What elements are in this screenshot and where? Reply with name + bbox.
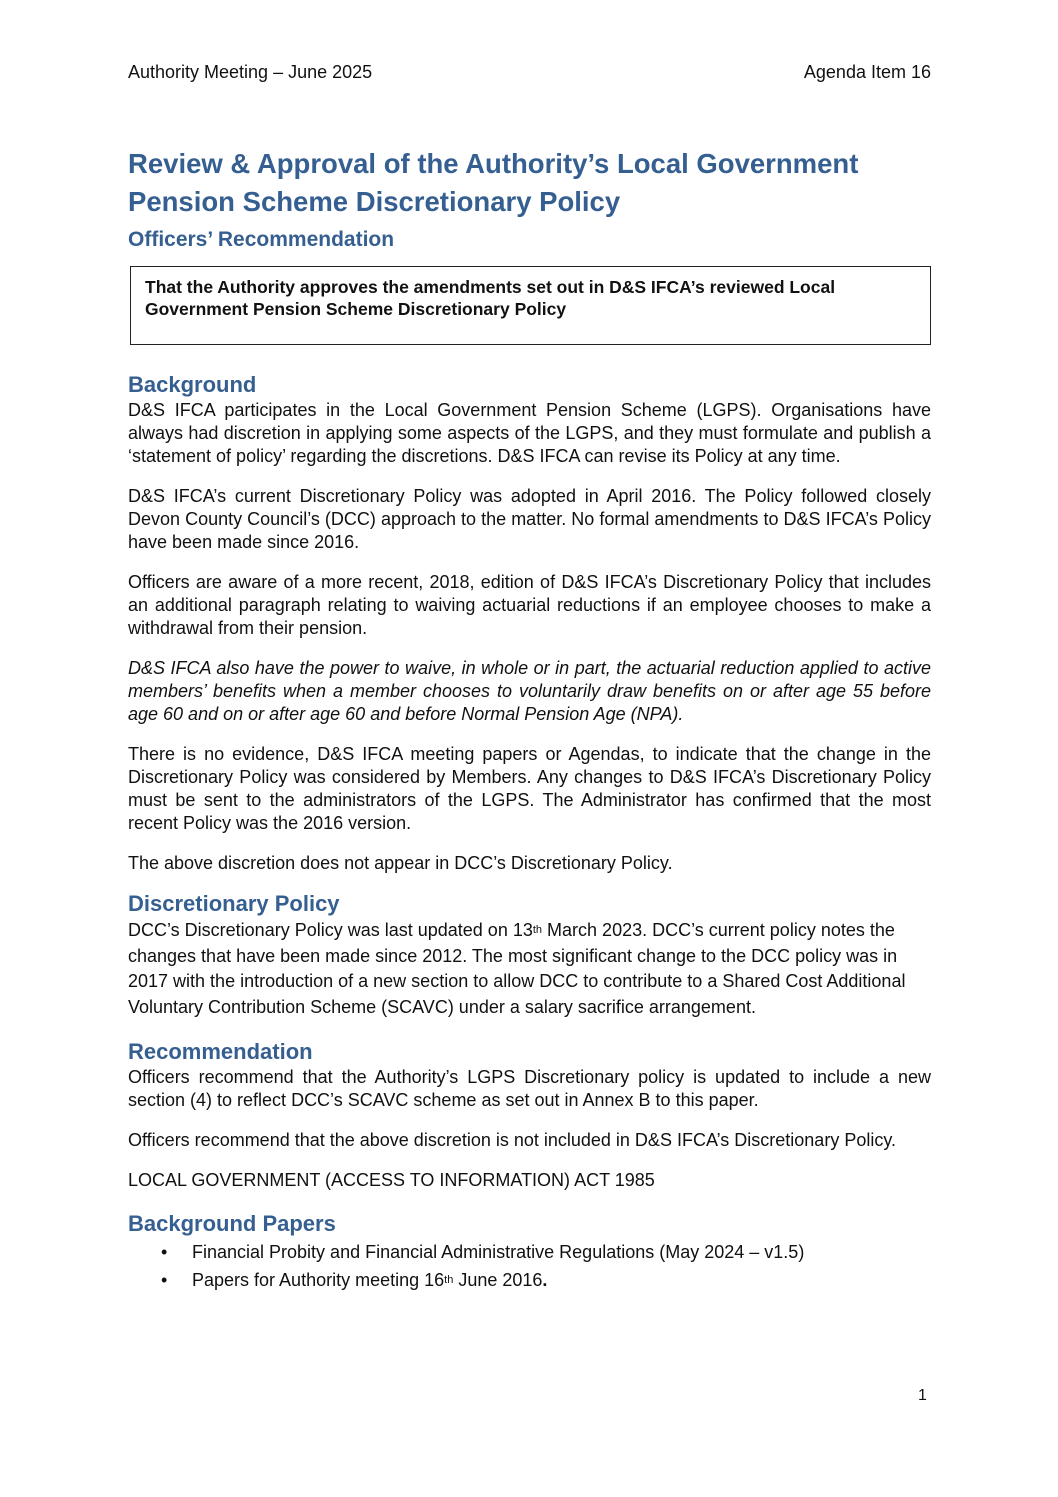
background-paragraph-1: D&S IFCA participates in the Local Government Pension Scheme (LGPS). Organisations have always had discretion in applying some aspects of the LGPS, and they must formulate and publish a ‘statement of policy’ regarding the discretions. D&S IFCA can revise its Policy at any time.: [128, 400, 931, 466]
document-title: Review & Approval of the Authority’s Local Government Pension Scheme Discretionary Policy: [128, 148, 859, 217]
discretionary-policy-heading: Discretionary Policy: [128, 891, 340, 916]
recommendation-box: That the Authority approves the amendments set out in D&S IFCA’s reviewed Local Government Pension Scheme Discretionary Policy: [130, 266, 931, 345]
background-paragraph-6: The above discretion does not appear in DCC’s Discretionary Policy.: [128, 853, 673, 873]
recommendation-heading: Recommendation: [128, 1039, 313, 1064]
list-item: [128, 1238, 931, 1266]
bullet-icon: •: [161, 1270, 168, 1290]
access-to-information-act: LOCAL GOVERNMENT (ACCESS TO INFORMATION) ACT 1985: [128, 1170, 655, 1190]
recommendation-paragraph-1: Officers recommend that the Authority’s LGPS Discretionary policy is updated to include a new section (4) to reflect DCC’s SCAVC scheme as set out in Annex B to this paper.: [128, 1067, 931, 1110]
bullet-icon: •: [161, 1242, 168, 1262]
background-paragraph-3: Officers are aware of a more recent, 2018, edition of D&S IFCA’s Discretionary Policy that includes an additional paragraph relating to waiving actuarial reductions if an employee chooses to make a withdrawal from their pension.: [128, 572, 931, 638]
background-paragraph-5: There is no evidence, D&S IFCA meeting papers or Agendas, to indicate that the change in the Discretionary Policy was considered by Members. Any changes to D&S IFCA’s Discretionary Policy must be sent to the administrators of the LGPS. The Administrator has confirmed that the most recent Policy was the 2016 version.: [128, 744, 931, 833]
header-meeting: Authority Meeting – June 2025: [128, 62, 373, 82]
background-papers-heading: Background Papers: [128, 1211, 336, 1236]
document-body: [128, 145, 931, 1294]
background-paragraph-2: D&S IFCA’s current Discretionary Policy was adopted in April 2016. The Policy followed closely Devon County Council’s (DCC) approach to the matter. No formal amendments to D&S IFCA’s Policy have been made since 2016.: [128, 486, 931, 552]
background-quoted-discretion: D&S IFCA also have the power to waive, in whole or in part, the actuarial reduction applied to active members’ benefits when a member chooses to voluntarily draw benefits on or after age 55 before age 60 and on or after age 60 and before Normal Pension Age (NPA).: [128, 658, 931, 724]
header-agenda-item: Agenda Item 16: [803, 62, 931, 82]
background-papers-list: [128, 1238, 931, 1294]
page-number: 1: [918, 1387, 927, 1404]
officers-recommendation-heading: Officers’ Recommendation: [128, 228, 395, 251]
background-paper-2: Papers for Authority meeting 16th June 2016.: [192, 1270, 548, 1290]
discretionary-policy-paragraph: DCC’s Discretionary Policy was last updated on 13th March 2023. DCC’s current policy notes the changes that have been made since 2012. The most significant change to the DCC policy was in 2017 with the introduction of a new section to allow DCC to contribute to a Shared Cost Additional Voluntary Contribution Scheme (SCAVC) under a salary sacrifice arrangement.: [128, 920, 906, 1017]
background-paper-1: Financial Probity and Financial Administrative Regulations (May 2024 – v1.5): [192, 1242, 805, 1262]
list-item: [128, 1266, 931, 1294]
recommendation-paragraph-2: Officers recommend that the above discretion is not included in D&S IFCA’s Discretionary Policy.: [128, 1130, 896, 1150]
background-heading: Background: [128, 372, 257, 397]
